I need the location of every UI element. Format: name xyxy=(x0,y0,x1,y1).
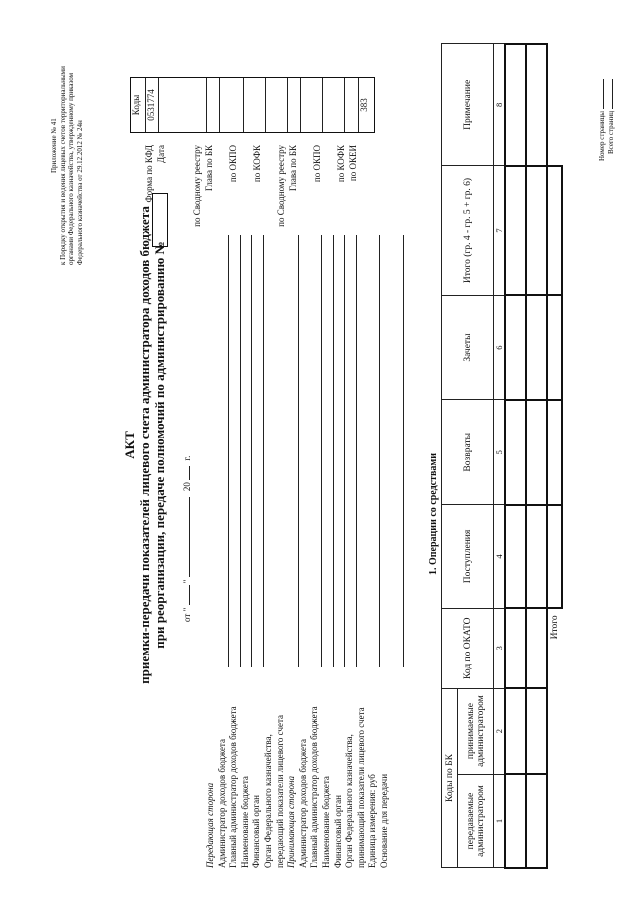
glava1-code[interactable] xyxy=(219,78,243,132)
reg2-code[interactable] xyxy=(287,78,300,132)
label-okud: Форма по КФД xyxy=(144,145,154,203)
label-glava-2: Глава по БК xyxy=(288,145,298,192)
cell-receipts[interactable] xyxy=(526,505,547,609)
header-okato: Код по ОКАТО xyxy=(442,608,494,688)
col-num-6: 6 xyxy=(494,295,506,400)
date-code[interactable] xyxy=(158,78,206,132)
total-pages-label xyxy=(607,79,616,161)
appendix-number: Приложение № 41 xyxy=(50,118,58,173)
label-budget-name: Наименование бюджета xyxy=(239,776,250,868)
label-glava-1: Глава по БК xyxy=(204,145,214,192)
admin-2-field[interactable] xyxy=(321,235,322,667)
table-row xyxy=(505,44,526,868)
column-numbers-row xyxy=(494,44,506,868)
label-fin-organ-2: Финансовый орган xyxy=(332,795,343,868)
page-info xyxy=(598,79,616,161)
col-num-2: 2 xyxy=(494,688,506,774)
total-pages-text: Всего страниц xyxy=(607,110,615,154)
cell-total[interactable] xyxy=(505,166,526,296)
date-line xyxy=(182,456,193,622)
col-num-3: 3 xyxy=(494,608,506,688)
budget-name-field[interactable] xyxy=(251,235,252,667)
cell-note[interactable] xyxy=(526,44,547,166)
cell-refunds[interactable] xyxy=(505,400,526,505)
right-labels xyxy=(144,145,360,295)
label-okpo-2: по ОКПО xyxy=(312,145,322,183)
kofk2-code[interactable] xyxy=(344,78,358,132)
budget-name-2-field[interactable] xyxy=(344,235,345,667)
total-row xyxy=(547,44,562,868)
total-refunds[interactable] xyxy=(547,400,562,505)
okei-code: 383 xyxy=(358,78,374,132)
glava2-code[interactable] xyxy=(300,78,322,132)
cell-okato[interactable] xyxy=(505,608,526,688)
okpo2-code[interactable] xyxy=(322,78,344,132)
okud-code: 0531774 xyxy=(145,78,158,132)
label-admin-2: Администратор доходов бюджета xyxy=(297,739,308,868)
label-transferring: Передающая сторона xyxy=(205,782,215,868)
total-label: Итого xyxy=(550,615,560,640)
header-refunds: Возвраты xyxy=(442,400,494,505)
cell-receipts[interactable] xyxy=(505,505,526,609)
label-basis: Основание для передачи xyxy=(378,773,389,868)
title-line-3: при реорганизации, передаче полномочий по администрированию № xyxy=(152,241,167,649)
basis-field[interactable] xyxy=(403,235,404,667)
date-year-prefix: 20 xyxy=(182,482,192,492)
title-line-2: приемки-передачи показателей лицевого счета администратора доходов бюджета xyxy=(137,206,152,684)
fin-organ-field[interactable] xyxy=(263,235,264,667)
page-number-text: Номер страницы xyxy=(598,110,606,161)
codes-header: Коды xyxy=(131,94,141,116)
total-receipts[interactable] xyxy=(547,505,562,609)
total-pages-field[interactable] xyxy=(612,79,613,109)
label-fin-organ: Финансовый орган xyxy=(251,795,262,868)
fin-organ-2-field[interactable] xyxy=(356,235,357,667)
title-act: АКТ xyxy=(122,431,137,459)
label-kofk-1: по КОФК xyxy=(252,145,262,183)
chief-admin-field[interactable] xyxy=(240,235,241,667)
date-prefix: от " xyxy=(182,607,192,622)
label-reg-2: по Сводному реестру xyxy=(276,145,286,227)
header-note: Примечание xyxy=(442,44,494,166)
fk-organ-field[interactable] xyxy=(298,235,299,667)
cell-offsets[interactable] xyxy=(526,295,547,400)
date-month-field[interactable] xyxy=(189,497,190,577)
label-receiving: Принимающая сторона xyxy=(286,776,297,868)
col-num-7: 7 xyxy=(494,166,506,296)
col-num-5: 5 xyxy=(494,400,506,505)
date-year-suffix: г. xyxy=(182,455,192,461)
label-reg-1: по Сводному реестру xyxy=(192,145,202,227)
okpo1-code[interactable] xyxy=(243,78,265,132)
label-fk-organ-2: передающий показатели лицевого счета xyxy=(274,714,285,868)
cell-okato[interactable] xyxy=(526,608,547,688)
label-date: Дата xyxy=(156,145,166,163)
label-budget-name-2: Наименование бюджета xyxy=(320,776,331,868)
total-sum[interactable] xyxy=(547,166,562,296)
date-quote: " xyxy=(182,579,192,584)
label-okei: по ОКЕИ xyxy=(348,145,358,182)
cell-offsets[interactable] xyxy=(505,295,526,400)
kofk1-code[interactable] xyxy=(265,78,287,132)
label-kofk-2: по КОФК xyxy=(336,145,346,183)
fk-organ-2-field[interactable] xyxy=(379,235,380,667)
header-transferred: передаваемые администратором xyxy=(458,774,494,868)
header-accepted: принимаемые администратором xyxy=(458,688,494,774)
label-chief-admin-2: Главный администратор доходов бюджета xyxy=(309,706,320,868)
cell-note[interactable] xyxy=(505,44,526,166)
cell-transferred[interactable] xyxy=(526,774,547,868)
header-total: Итого (гр. 4 - гр. 5 + гр. 6) xyxy=(442,166,494,296)
admin-field[interactable] xyxy=(228,235,229,667)
left-labels xyxy=(205,706,391,868)
label-fk-organ-receiving: Орган Федерального казначейства, xyxy=(344,734,355,868)
cell-accepted[interactable] xyxy=(526,688,547,774)
date-year-field[interactable] xyxy=(189,466,190,480)
col-num-4: 4 xyxy=(494,505,506,609)
col-num-1: 1 xyxy=(494,774,506,868)
cell-refunds[interactable] xyxy=(526,400,547,505)
label-fk-organ: Орган Федерального казначейства, xyxy=(262,734,273,868)
cell-transferred[interactable] xyxy=(505,774,526,868)
col-num-8: 8 xyxy=(494,44,506,166)
appendix-line-2: к Порядку открытия и ведения лицевых счетов территориальными xyxy=(58,66,67,265)
label-okpo-1: по ОКПО xyxy=(228,145,238,183)
operations-table xyxy=(441,43,563,869)
header-receipts: Поступления xyxy=(442,505,494,609)
reg1-code[interactable] xyxy=(206,78,219,132)
label-admin: Администратор доходов бюджета xyxy=(216,739,227,868)
date-day-field[interactable] xyxy=(189,586,190,606)
codes-box xyxy=(130,77,375,133)
table-row xyxy=(526,44,547,868)
label-unit: Единица измерения: руб xyxy=(367,774,378,868)
cell-accepted[interactable] xyxy=(505,688,526,774)
appendix-line-3: органами Федерального казначейства, утвержденному приказом xyxy=(67,72,75,265)
page-number-label xyxy=(598,79,607,161)
header-offsets: Зачеты xyxy=(442,295,494,400)
appendix-line-4: Федерального казначейства от 29.12.2012 № 24н xyxy=(75,120,84,265)
cell-total[interactable] xyxy=(526,166,547,296)
appendix-note xyxy=(50,66,84,265)
label-chief-admin: Главный администратор доходов бюджета xyxy=(228,706,239,868)
chief-admin-2-field[interactable] xyxy=(333,235,334,667)
total-offsets[interactable] xyxy=(547,295,562,400)
section-title: 1. Операции со средствами xyxy=(428,453,439,575)
label-fk-organ-receiving-2: принимающий показатели лицевого счета xyxy=(355,707,366,868)
page-number-field[interactable] xyxy=(603,79,604,109)
header-codes-bk: Коды по БК xyxy=(442,688,458,868)
